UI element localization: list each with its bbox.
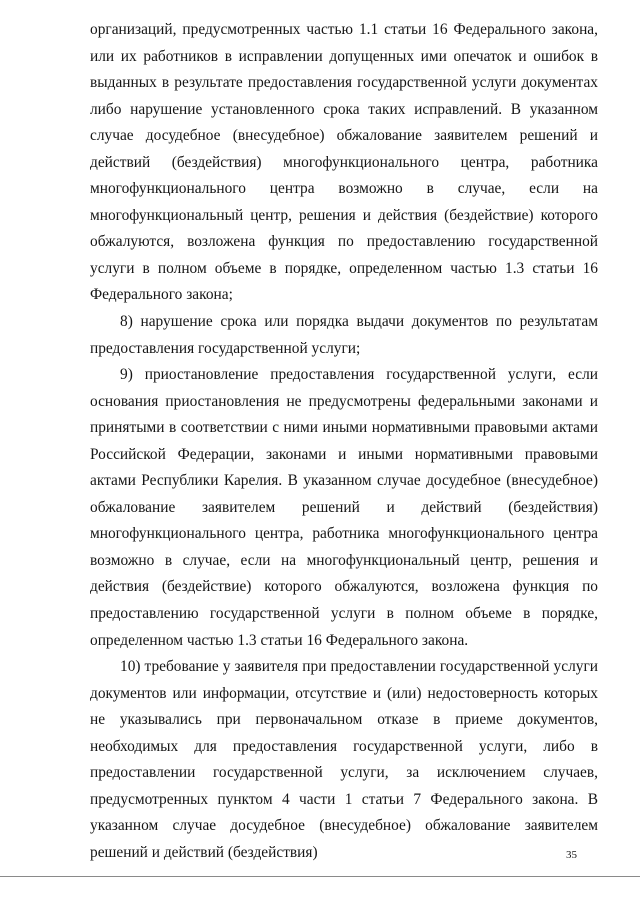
document-body xyxy=(90,17,598,867)
paragraph-continuation: организаций, предусмотренных частью 1.1 статьи 16 Федерального закона, или их работников в исправлении допущенных ими опечаток и ошибок в выданных в результате предоставления государственной услуги документах либо нарушение установленного срока таких исправлений. В указанном случае досудебное (внесудебное) обжалование заявителем решений и действий (бездействия) многофункционального центра, работника многофункционального центра возможно в случае, если на многофункциональный центр, решения и действия (бездействие) которого обжалуются, возложена функция по предоставлению государственной услуги в полном объеме в порядке, определенном частью 1.3 статьи 16 Федерального закона; xyxy=(90,21,598,304)
paragraph-item-8: 8) нарушение срока или порядка выдачи документов по результатам предоставления государственной услуги; xyxy=(90,313,598,357)
page-bottom-edge xyxy=(0,876,640,877)
page-number: 35 xyxy=(566,849,577,861)
paragraph-item-10: 10) требование у заявителя при предоставлении государственной услуги документов или информации, отсутствие и (или) недостоверность которых не указывались при первоначальном отказе в приеме документов, необходимых для предоставления государственной услуги, либо в предоставлении государственной услуги, за исключением случаев, предусмотренных пунктом 4 части 1 статьи 7 Федерального закона. В указанном случае досудебное (внесудебное) обжалование заявителем решений и действий (бездействия) xyxy=(90,658,598,861)
paragraph-item-9: 9) приостановление предоставления государственной услуги, если основания приостановления не предусмотрены федеральными законами и принятыми в соответствии с ними иными нормативными правовыми актами Российской Федерации, законами и иными нормативными правовыми актами Республики Карелия. В указанном случае досудебное (внесудебное) обжалование заявителем решений и действий (бездействия) многофункционального центра, работника многофункционального центра возможно в случае, если на многофункциональный центр, решения и действия (бездействие) которого обжалуются, возложена функция по предоставлению государственной услуги в полном объеме в порядке, определенном частью 1.3 статьи 16 Федерального закона. xyxy=(90,366,598,649)
